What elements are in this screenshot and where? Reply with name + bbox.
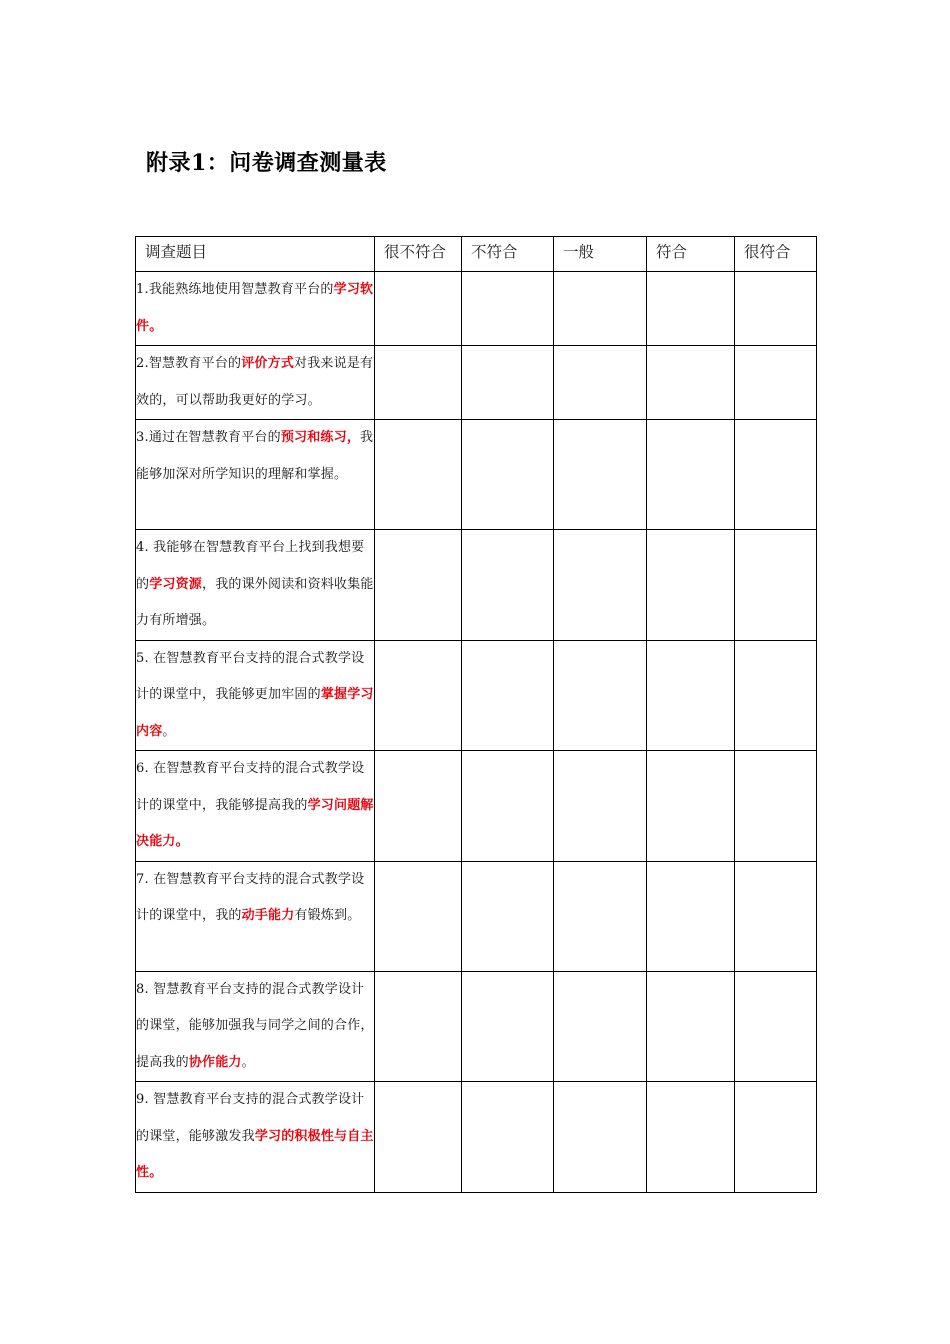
table-row	[136, 971, 817, 1082]
table-row	[136, 530, 817, 641]
answer-cell-disagree[interactable]	[462, 420, 554, 530]
answer-cell-disagree[interactable]	[462, 530, 554, 641]
question-text: 6. 在智慧教育平台支持的混合式教学设计的课堂中，我能够提高我的学习问题解决能力。	[136, 751, 375, 862]
header-disagree: 不符合	[462, 237, 554, 272]
answer-cell-strongly-agree[interactable]	[735, 751, 817, 862]
answer-cell-strongly-disagree[interactable]	[375, 272, 462, 346]
answer-cell-strongly-agree[interactable]	[735, 420, 817, 530]
table-row	[136, 420, 817, 530]
header-strongly-agree: 很符合	[735, 237, 817, 272]
question-text: 8. 智慧教育平台支持的混合式教学设计的课堂，能够加强我与同学之间的合作，提高我的协作能力。	[136, 971, 375, 1082]
answer-cell-agree[interactable]	[647, 861, 735, 971]
answer-cell-agree[interactable]	[647, 971, 735, 1082]
answer-cell-neutral[interactable]	[554, 530, 647, 641]
answer-cell-disagree[interactable]	[462, 640, 554, 751]
highlight-text: 掌握学习内容	[136, 687, 374, 739]
answer-cell-agree[interactable]	[647, 640, 735, 751]
question-text: 1.我能熟练地使用智慧教育平台的学习软件。	[136, 272, 375, 346]
table-row	[136, 640, 817, 751]
answer-cell-strongly-disagree[interactable]	[375, 530, 462, 641]
table-row	[136, 1082, 817, 1193]
answer-cell-agree[interactable]	[647, 420, 735, 530]
answer-cell-neutral[interactable]	[554, 420, 647, 530]
highlight-text: 动手能力	[241, 908, 295, 923]
answer-cell-disagree[interactable]	[462, 272, 554, 346]
header-neutral: 一般	[554, 237, 647, 272]
page-title: 附录1：问卷调查测量表	[146, 150, 387, 176]
answer-cell-strongly-disagree[interactable]	[375, 1082, 462, 1193]
highlight-text: 学习的积极性与自主性。	[136, 1128, 374, 1180]
answer-cell-neutral[interactable]	[554, 751, 647, 862]
answer-cell-strongly-disagree[interactable]	[375, 751, 462, 862]
answer-cell-strongly-disagree[interactable]	[375, 861, 462, 971]
answer-cell-strongly-agree[interactable]	[735, 1082, 817, 1193]
answer-cell-strongly-agree[interactable]	[735, 530, 817, 641]
table-row	[136, 861, 817, 971]
answer-cell-neutral[interactable]	[554, 861, 647, 971]
table-row	[136, 751, 817, 862]
answer-cell-neutral[interactable]	[554, 1082, 647, 1193]
answer-cell-strongly-agree[interactable]	[735, 971, 817, 1082]
question-text: 3.通过在智慧教育平台的预习和练习，我能够加深对所学知识的理解和掌握。	[136, 420, 375, 530]
answer-cell-strongly-agree[interactable]	[735, 640, 817, 751]
answer-cell-strongly-disagree[interactable]	[375, 640, 462, 751]
answer-cell-agree[interactable]	[647, 272, 735, 346]
answer-cell-agree[interactable]	[647, 1082, 735, 1193]
header-row	[136, 237, 817, 272]
question-text: 7. 在智慧教育平台支持的混合式教学设计的课堂中，我的动手能力有锻炼到。	[136, 861, 375, 971]
answer-cell-strongly-disagree[interactable]	[375, 971, 462, 1082]
highlight-text: 学习问题解决能力。	[136, 797, 374, 849]
answer-cell-disagree[interactable]	[462, 971, 554, 1082]
highlight-text: 评价方式	[241, 356, 295, 371]
answer-cell-disagree[interactable]	[462, 346, 554, 420]
table-row	[136, 272, 817, 346]
answer-cell-agree[interactable]	[647, 346, 735, 420]
highlight-text: 学习资源	[149, 576, 203, 592]
header-strongly-disagree: 很不符合	[375, 237, 462, 272]
header-question: 调查题目	[136, 237, 375, 272]
question-text: 4. 我能够在智慧教育平台上找到我想要的学习资源，我的课外阅读和资料收集能力有所增强。	[136, 530, 375, 641]
answer-cell-strongly-disagree[interactable]	[375, 420, 462, 530]
answer-cell-strongly-agree[interactable]	[735, 272, 817, 346]
highlight-text: 学习软件。	[136, 282, 374, 334]
survey-table	[135, 236, 817, 1193]
highlight-text: 协作能力	[188, 1054, 242, 1070]
answer-cell-agree[interactable]	[647, 530, 735, 641]
answer-cell-strongly-agree[interactable]	[735, 861, 817, 971]
answer-cell-neutral[interactable]	[554, 971, 647, 1082]
answer-cell-strongly-disagree[interactable]	[375, 346, 462, 420]
answer-cell-disagree[interactable]	[462, 1082, 554, 1193]
answer-cell-neutral[interactable]	[554, 272, 647, 346]
answer-cell-agree[interactable]	[647, 751, 735, 862]
question-text: 9. 智慧教育平台支持的混合式教学设计的课堂，能够激发我学习的积极性与自主性。	[136, 1082, 375, 1193]
answer-cell-disagree[interactable]	[462, 861, 554, 971]
answer-cell-neutral[interactable]	[554, 346, 647, 420]
table-row	[136, 346, 817, 420]
question-text: 2.智慧教育平台的评价方式对我来说是有效的，可以帮助我更好的学习。	[136, 346, 375, 420]
question-text: 5. 在智慧教育平台支持的混合式教学设计的课堂中，我能够更加牢固的掌握学习内容。	[136, 640, 375, 751]
answer-cell-strongly-agree[interactable]	[735, 346, 817, 420]
highlight-text: 预习和练习，	[280, 430, 361, 445]
answer-cell-disagree[interactable]	[462, 751, 554, 862]
header-agree: 符合	[647, 237, 735, 272]
answer-cell-neutral[interactable]	[554, 640, 647, 751]
